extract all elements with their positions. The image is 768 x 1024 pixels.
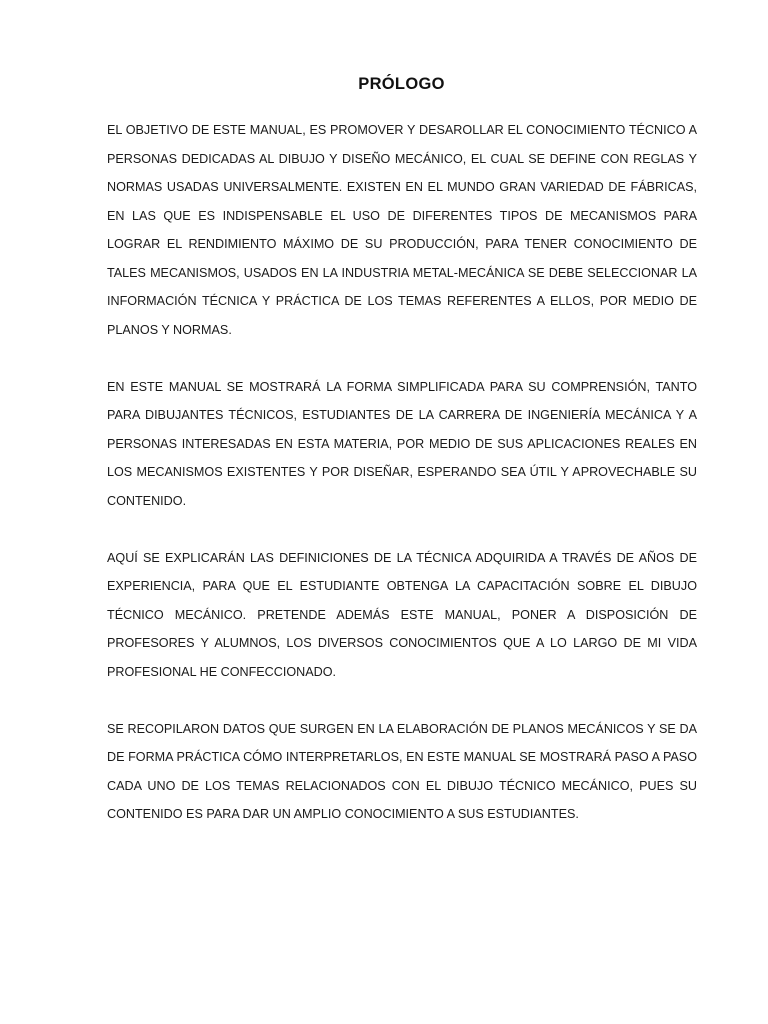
page-title: PRÓLOGO — [358, 75, 445, 93]
paragraph-manual-purpose: EN ESTE MANUAL SE MOSTRARÁ LA FORMA SIMPLIFICADA PARA SU COMPRENSIÓN, TANTO PARA DIBUJANTES TÉCNICOS, ESTUDIANTES DE LA CARRERA DE INGENIERÍA MECÁNICA Y A PERSONAS INTERESADAS EN ESTA MATERIA, POR MEDIO DE SUS APLICACIONES REALES EN LOS MECANISMOS EXISTENTES Y POR DISEÑAR, ESPERANDO SEA ÚTIL Y APROVECHABLE SU CONTENIDO. — [107, 379, 697, 508]
paragraph-data-compilation: SE RECOPILARON DATOS QUE SURGEN EN LA ELABORACIÓN DE PLANOS MECÁNICOS Y SE DA DE FORMA PRÁCTICA CÓMO INTERPRETARLOS, EN ESTE MANUAL SE MOSTRARÁ PASO A PASO CADA UNO DE LOS TEMAS RELACIONADOS CON EL DIBUJO TÉCNICO MECÁNICO, PUES SU CONTENIDO ES PARA DAR UN AMPLIO CONOCIMIENTO A SUS ESTUDIANTES. — [107, 721, 697, 821]
paragraph-objective: EL OBJETIVO DE ESTE MANUAL, ES PROMOVER Y DESAROLLAR EL CONOCIMIENTO TÉCNICO A PERSONAS DEDICADAS AL DIBUJO Y DISEÑO MECÁNICO, EL CUAL SE DEFINE CON REGLAS Y NORMAS USADAS UNIVERSALMENTE. EXISTEN EN EL MUNDO GRAN VARIEDAD DE FÁBRICAS, EN LAS QUE ES INDISPENSABLE EL USO DE DIFERENTES TIPOS DE MECANISMOS PARA LOGRAR EL RENDIMIENTO MÁXIMO DE SU PRODUCCIÓN, PARA TENER CONOCIMIENTO DE TALES MECANISMOS, USADOS EN LA INDUSTRIA METAL-MECÁNICA SE DEBE SELECCIONAR LA INFORMACIÓN TÉCNICA Y PRÁCTICA DE LOS TEMAS REFERENTES A ELLOS, POR MEDIO DE PLANOS Y NORMAS. — [107, 123, 697, 337]
paragraph-definitions: AQUÍ SE EXPLICARÁN LAS DEFINICIONES DE LA TÉCNICA ADQUIRIDA A TRAVÉS DE AÑOS DE EXPERIENCIA, PARA QUE EL ESTUDIANTE OBTENGA LA CAPACITACIÓN SOBRE EL DIBUJO TÉCNICO MECÁNICO. PRETENDE ADEMÁS ESTE MANUAL, PONER A DISPOSICIÓN DE PROFESORES Y ALUMNOS, LOS DIVERSOS CONOCIMIENTOS QUE A LO LARGO DE MI VIDA PROFESIONAL HE CONFECCIONADO. — [107, 550, 697, 679]
prologue-body — [107, 116, 697, 829]
